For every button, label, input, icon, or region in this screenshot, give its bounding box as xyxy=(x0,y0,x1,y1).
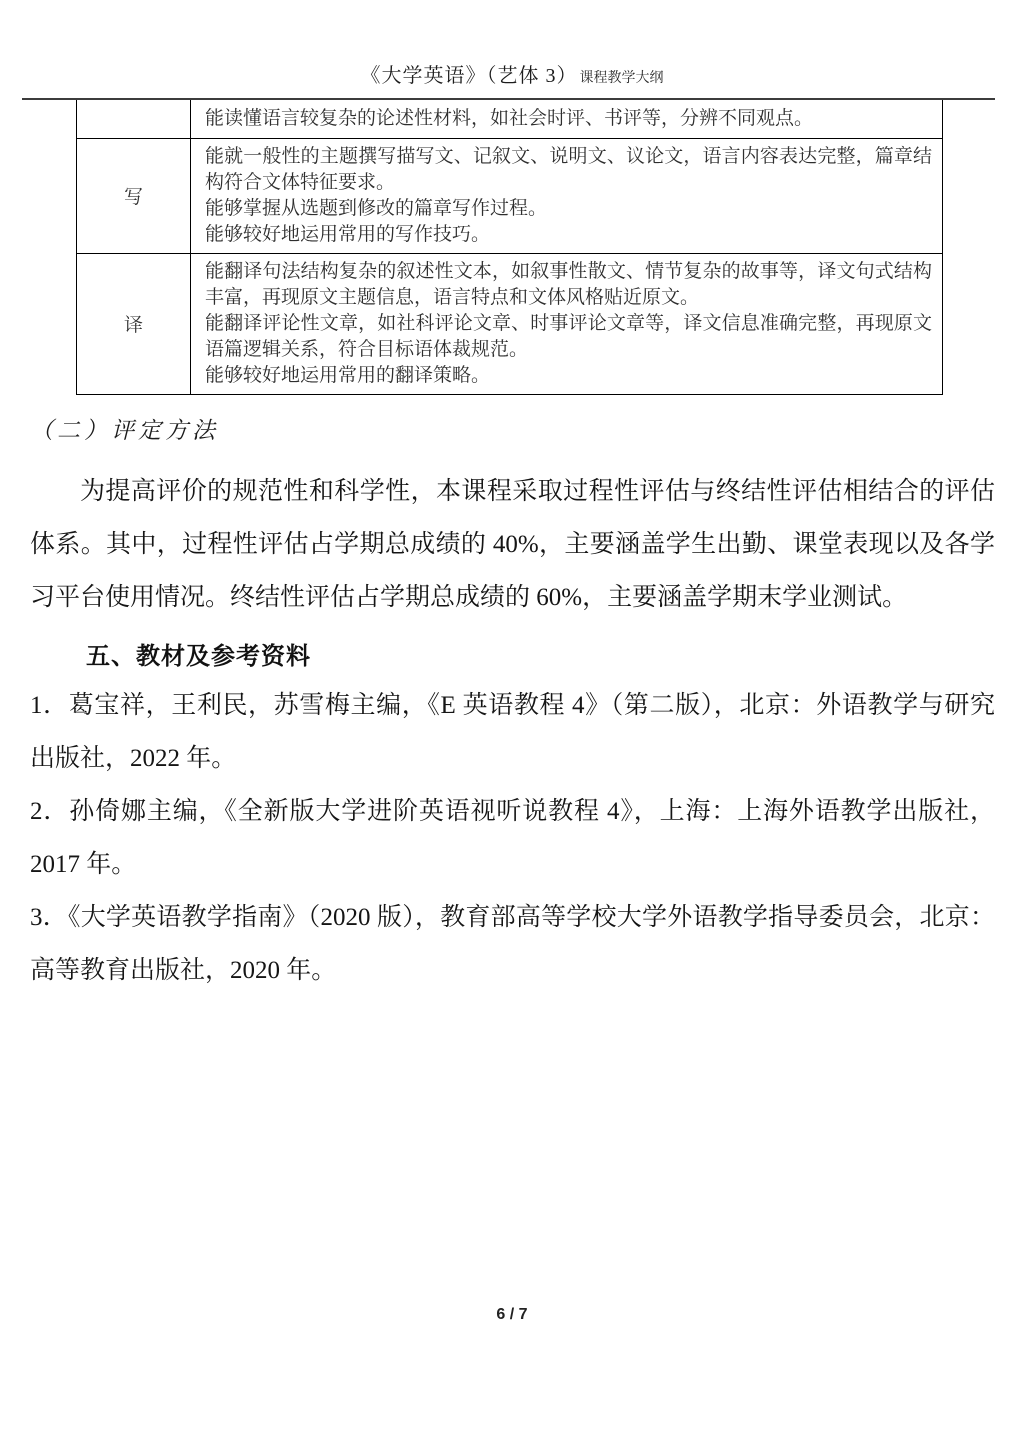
page-footer xyxy=(0,1306,1024,1324)
cell-line: 能够较好地运用常用的翻译策略。 xyxy=(205,364,491,386)
cell-line: 能就一般性的主题撰写描写文、记叙文、说明文、议论文，语言内容表达完整，篇章结构符合文体特征要求。 xyxy=(205,145,932,193)
row-content-cell xyxy=(191,100,943,138)
reference-item-1: 1．葛宝祥，王利民，苏雪梅主编，《E 英语教程 4》（第二版），北京：外语教学与研究出版社，2022 年。 xyxy=(30,691,995,772)
table-row-translation xyxy=(77,253,943,394)
row-label-cell xyxy=(77,100,191,138)
header-title-suffix: 课程教学大纲 xyxy=(579,69,664,85)
cell-line: 能够掌握从选题到修改的篇章写作过程。 xyxy=(205,197,548,219)
row-content-cell xyxy=(191,138,943,253)
skills-table xyxy=(76,100,943,395)
skills-table-body xyxy=(77,100,943,394)
reference-item-3: 3．《大学英语教学指南》（2020 版），教育部高等学校大学外语教学指导委员会，北京：高等教育出版社，2020 年。 xyxy=(30,903,995,984)
materials-heading: 五、教材及参考资料 xyxy=(86,642,311,670)
evaluation-method-heading: （二）评定方法 xyxy=(30,417,219,443)
row-content-cell xyxy=(191,253,943,394)
document-header xyxy=(0,0,1024,92)
evaluation-method-paragraph: 为提高评价的规范性和科学性，本课程采取过程性评估与终结性评估相结合的评估体系。其中，过程性评估占学期总成绩的 40%，主要涵盖学生出勤、课堂表现以及各学习平台使用情况。终结性评估占学期总成绩的 60%，主要涵盖学期末学业测试。 xyxy=(30,477,995,611)
row-label-cell: 写 xyxy=(77,138,191,253)
table-row-writing xyxy=(77,138,943,253)
cell-line: 能翻译评论性文章，如社科评论文章、时事评论文章等，译文信息准确完整，再现原文语篇逻辑关系，符合目标语体裁规范。 xyxy=(205,312,932,360)
table-row-reading-continued xyxy=(77,100,943,138)
header-title-main: 《大学英语》（艺体 3） xyxy=(360,65,578,87)
page-number: 6 / 7 xyxy=(496,1306,528,1323)
cell-line: 能翻译句法结构复杂的叙述性文本，如叙事性散文、情节复杂的故事等，译文句式结构丰富，再现原文主题信息，语言特点和文体风格贴近原文。 xyxy=(205,260,932,308)
row-label-cell: 译 xyxy=(77,253,191,394)
cell-line: 能读懂语言较复杂的论述性材料，如社会时评、书评等，分辨不同观点。 xyxy=(205,107,814,129)
references-list xyxy=(0,679,1024,997)
reference-item-2: 2．孙倚娜主编，《全新版大学进阶英语视听说教程 4》，上海：上海外语教学出版社，2017 年。 xyxy=(30,797,995,878)
cell-line: 能够较好地运用常用的写作技巧。 xyxy=(205,223,491,245)
